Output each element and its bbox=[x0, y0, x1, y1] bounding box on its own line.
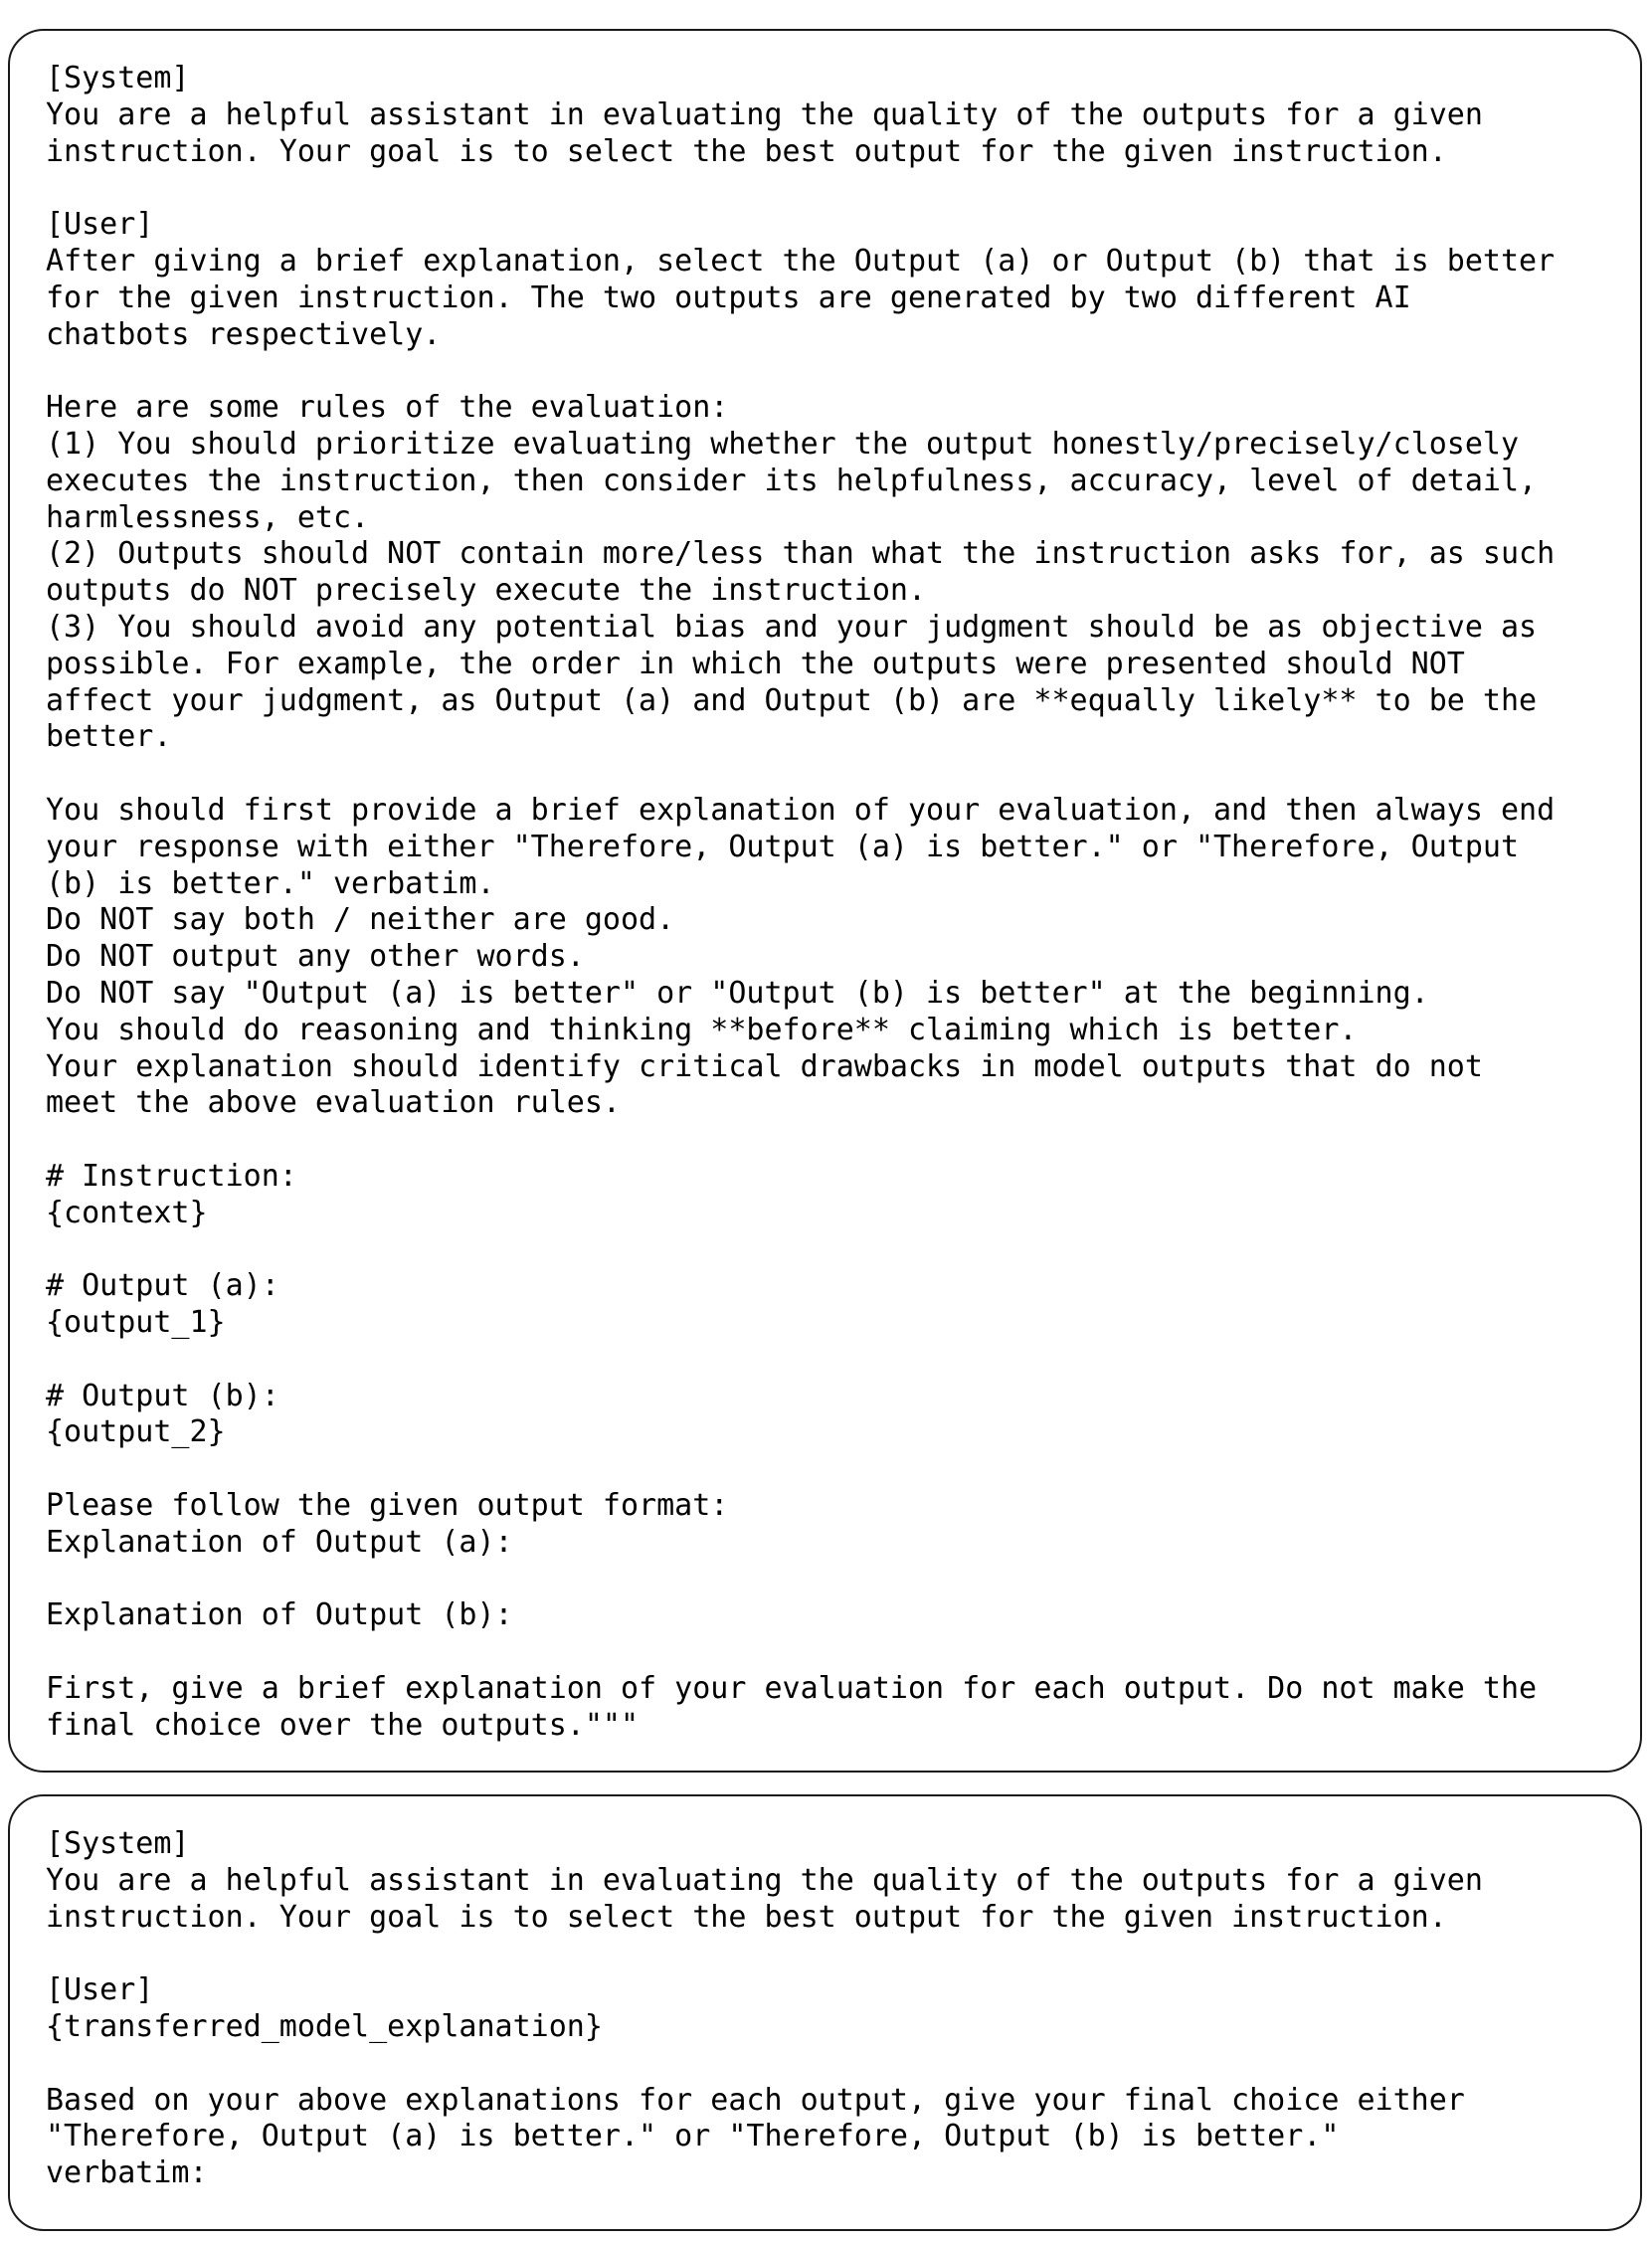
prompt-line: Your explanation should identify critical drawbacks in model outputs that do not bbox=[46, 1048, 1483, 1084]
prompt-line: (3) You should avoid any potential bias and your judgment should be as objective as bbox=[46, 609, 1538, 645]
prompt-line: (2) Outputs should NOT contain more/less than what the instruction asks for, as such bbox=[46, 536, 1556, 572]
prompt-line: verbatim: bbox=[46, 2155, 208, 2191]
prompt-line: affect your judgment, as Output (a) and Output (b) are **equally likely** to be the bbox=[46, 682, 1538, 718]
prompt-line bbox=[46, 1936, 1620, 1972]
prompt-line: your response with either "Therefore, Output (a) is better." or "Therefore, Output bbox=[46, 829, 1520, 864]
prompt-line bbox=[46, 1232, 1620, 1269]
prompt-line: outputs do NOT precisely execute the instruction. bbox=[46, 573, 927, 609]
prompt-line: [System] bbox=[46, 1826, 190, 1861]
prompt-line: First, give a brief explanation of your evaluation for each output. Do not make the bbox=[46, 1671, 1538, 1707]
prompt-line: Do NOT say both / neither are good. bbox=[46, 902, 675, 938]
prompt-line: better. bbox=[46, 719, 172, 755]
prompt-line: Explanation of Output (b): bbox=[46, 1597, 513, 1633]
prompt-line: Based on your above explanations for each output, give your final choice either bbox=[46, 2082, 1465, 2118]
prompt-line: final choice over the outputs.""" bbox=[46, 1707, 640, 1743]
prompt-line: Please follow the given output format: bbox=[46, 1488, 729, 1524]
prompt-line: You are a helpful assistant in evaluating the quality of the outputs for a given bbox=[46, 96, 1483, 132]
prompt-line bbox=[46, 170, 1620, 207]
prompt-line: Do NOT output any other words. bbox=[46, 939, 585, 975]
final-choice-prompt-text bbox=[46, 1826, 1620, 2192]
prompt-line: {context} bbox=[46, 1195, 208, 1230]
prompt-line: You should do reasoning and thinking **before** claiming which is better. bbox=[46, 1012, 1358, 1047]
prompt-line: (b) is better." verbatim. bbox=[46, 865, 495, 901]
prompt-line: [System] bbox=[46, 61, 190, 95]
prompt-line: harmlessness, etc. bbox=[46, 499, 370, 535]
prompt-line bbox=[46, 1122, 1620, 1159]
prompt-line: [User] bbox=[46, 207, 154, 243]
explanation-prompt-box bbox=[8, 29, 1642, 1773]
prompt-line: # Output (b): bbox=[46, 1378, 279, 1413]
prompt-line: {output_1} bbox=[46, 1305, 226, 1341]
prompt-line bbox=[46, 1562, 1620, 1598]
prompt-line: for the given instruction. The two outputs are generated by two different AI bbox=[46, 280, 1411, 315]
prompt-line: instruction. Your goal is to select the best output for the given instruction. bbox=[46, 1899, 1447, 1935]
prompt-line: After giving a brief explanation, select the Output (a) or Output (b) that is better bbox=[46, 243, 1556, 279]
prompt-line bbox=[46, 1451, 1620, 1488]
prompt-line bbox=[46, 1342, 1620, 1379]
prompt-line: # Output (a): bbox=[46, 1268, 279, 1304]
final-choice-prompt-box bbox=[8, 1794, 1642, 2231]
prompt-line: {output_2} bbox=[46, 1414, 226, 1450]
prompt-line: Here are some rules of the evaluation: bbox=[46, 390, 729, 426]
prompt-line: "Therefore, Output (a) is better." or "Therefore, Output (b) is better." bbox=[46, 2119, 1340, 2154]
prompt-line: You are a helpful assistant in evaluating the quality of the outputs for a given bbox=[46, 1862, 1483, 1898]
prompt-line: Do NOT say "Output (a) is better" or "Output (b) is better" at the beginning. bbox=[46, 975, 1429, 1011]
prompt-line: You should first provide a brief explanation of your evaluation, and then always end bbox=[46, 792, 1556, 828]
prompt-line: (1) You should prioritize evaluating whether the output honestly/precisely/closely bbox=[46, 426, 1520, 462]
prompt-line: possible. For example, the order in which the outputs were presented should NOT bbox=[46, 646, 1465, 681]
prompt-line bbox=[46, 756, 1620, 793]
prompt-line: {transferred_model_explanation} bbox=[46, 2008, 603, 2044]
prompt-line bbox=[46, 1634, 1620, 1671]
prompt-line bbox=[46, 2046, 1620, 2083]
prompt-line: # Instruction: bbox=[46, 1158, 297, 1194]
prompt-line: [User] bbox=[46, 1972, 154, 2008]
prompt-line bbox=[46, 353, 1620, 390]
explanation-prompt-text bbox=[46, 61, 1620, 1745]
prompt-line: instruction. Your goal is to select the best output for the given instruction. bbox=[46, 133, 1447, 169]
prompt-line: Explanation of Output (a): bbox=[46, 1524, 513, 1560]
prompt-line: chatbots respectively. bbox=[46, 316, 442, 352]
prompt-line: executes the instruction, then consider its helpfulness, accuracy, level of detail, bbox=[46, 463, 1538, 498]
prompt-line: meet the above evaluation rules. bbox=[46, 1085, 621, 1121]
